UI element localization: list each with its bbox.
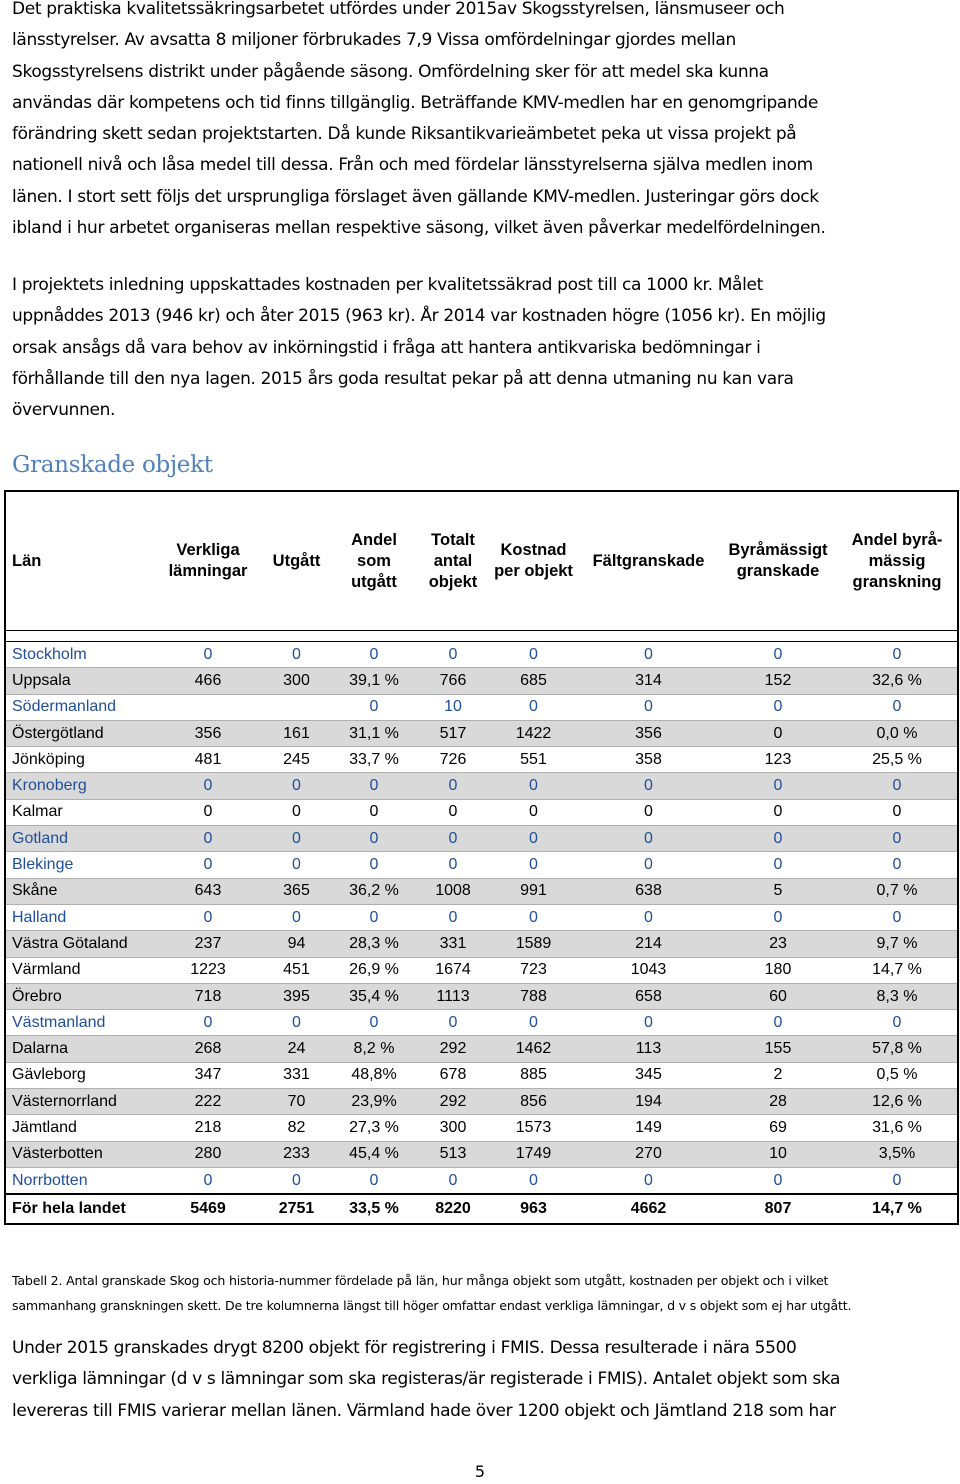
value-cell: 0 (154, 904, 262, 930)
value-cell: 0 (578, 694, 719, 720)
value-cell: 10 (417, 694, 489, 720)
value-cell: 0 (719, 826, 837, 852)
table-row (5, 1115, 958, 1141)
county-name-cell: Gävleborg (5, 1062, 154, 1088)
value-cell: 0 (719, 904, 837, 930)
table-caption: Tabell 2. Antal granskade Skog och historia-nummer fördelade på län, hur många objekt som utgått, kostnaden per objekt och i vilket sammanhang granskningen skett. De tre kolumnerna längst till höger omfattar endast verkliga lämningar, d v s objekt som ej har utgått. (12, 1273, 852, 1313)
value-cell: 218 (154, 1115, 262, 1141)
value-cell: 292 (417, 1089, 489, 1115)
value-cell: 723 (489, 957, 578, 983)
value-cell: 10 (719, 1141, 837, 1167)
value-cell: 25,5 % (837, 747, 958, 773)
column-header: Fältgranskade (578, 491, 719, 631)
value-cell: 0,0 % (837, 720, 958, 746)
spacer-cell (489, 631, 578, 642)
value-cell: 0 (489, 1010, 578, 1036)
section-heading: Granskade objekt (12, 452, 213, 478)
value-cell: 12,6 % (837, 1089, 958, 1115)
value-cell: 0 (489, 1167, 578, 1194)
value-cell: 356 (154, 720, 262, 746)
value-cell: 0 (719, 720, 837, 746)
value-cell: 94 (262, 931, 331, 957)
value-cell: 28,3 % (331, 931, 417, 957)
value-cell: 481 (154, 747, 262, 773)
value-cell: 0 (262, 1167, 331, 1194)
value-cell: 356 (578, 720, 719, 746)
value-cell: 9,7 % (837, 931, 958, 957)
value-cell: 766 (417, 668, 489, 694)
table-row (5, 1167, 958, 1194)
value-cell: 0 (489, 694, 578, 720)
table-row (5, 799, 958, 825)
value-cell: 69 (719, 1115, 837, 1141)
value-cell: 300 (262, 668, 331, 694)
value-cell: 300 (417, 1115, 489, 1141)
column-header: Utgått (262, 491, 331, 631)
value-cell: 0 (578, 799, 719, 825)
county-name-cell: Västerbotten (5, 1141, 154, 1167)
value-cell: 1674 (417, 957, 489, 983)
value-cell: 0 (417, 773, 489, 799)
value-cell: 60 (719, 983, 837, 1009)
value-cell: 0 (262, 799, 331, 825)
county-name-cell: Kronoberg (5, 773, 154, 799)
table-row (5, 904, 958, 930)
total-label-cell: För hela landet (5, 1194, 154, 1224)
county-name-cell: Västra Götaland (5, 931, 154, 957)
total-value-cell: 963 (489, 1194, 578, 1224)
value-cell: 222 (154, 1089, 262, 1115)
value-cell: 39,1 % (331, 668, 417, 694)
value-cell: 0 (331, 1010, 417, 1036)
value-cell: 194 (578, 1089, 719, 1115)
value-cell: 152 (719, 668, 837, 694)
total-value-cell: 5469 (154, 1194, 262, 1224)
summary-paragraph: Under 2015 granskades drygt 8200 objekt för registrering i FMIS. Dessa resulterade i nära 5500 verkliga lämningar (d v s lämningar som ska registeras/är registerade i FMIS). Antalet objekt som ska levereras till FMIS varierar mellan länen. Värmland hade över 1200 objekt och Jämtland 218 som har (12, 1338, 841, 1421)
header-spacer-row (5, 631, 958, 642)
value-cell: 27,3 % (331, 1115, 417, 1141)
county-name-cell: Västmanland (5, 1010, 154, 1036)
county-name-cell: Gotland (5, 826, 154, 852)
spacer-cell (262, 631, 331, 642)
value-cell: 788 (489, 983, 578, 1009)
value-cell: 0 (489, 852, 578, 878)
county-name-cell: Kalmar (5, 799, 154, 825)
value-cell: 233 (262, 1141, 331, 1167)
value-cell: 0 (331, 852, 417, 878)
table-row (5, 1141, 958, 1167)
value-cell: 638 (578, 878, 719, 904)
value-cell: 0 (578, 826, 719, 852)
spacer-cell (331, 631, 417, 642)
value-cell: 1462 (489, 1036, 578, 1062)
value-cell: 0 (417, 1010, 489, 1036)
cost-paragraph: I projektets inledning uppskattades kostnaden per kvalitetssäkrad post till ca 1000 kr. Målet uppnåddes 2013 (946 kr) och åter 2015 (963 kr). År 2014 var kostnaden högre (1056 kr). En möjlig orsak ansågs då vara behov av inkörningstid i fråga att hantera antikvariska bedömningar i förhållande till den nya lagen. 2015 års goda resultat pekar på att denna utmaning nu kan vara övervunnen. (12, 275, 826, 421)
value-cell: 0 (837, 773, 958, 799)
value-cell: 33,7 % (331, 747, 417, 773)
value-cell: 331 (262, 1062, 331, 1088)
value-cell: 0 (154, 852, 262, 878)
value-cell: 0 (154, 773, 262, 799)
total-value-cell: 807 (719, 1194, 837, 1224)
value-cell: 0 (331, 904, 417, 930)
column-header: Län (5, 491, 154, 631)
column-header: Totalt antal objekt (417, 491, 489, 631)
spacer-cell (154, 631, 262, 642)
value-cell: 0 (578, 1010, 719, 1036)
value-cell: 0 (837, 1167, 958, 1194)
value-cell: 2 (719, 1062, 837, 1088)
value-cell: 0 (417, 1167, 489, 1194)
value-cell: 280 (154, 1141, 262, 1167)
value-cell: 8,2 % (331, 1036, 417, 1062)
county-name-cell: Uppsala (5, 668, 154, 694)
table-body (5, 631, 958, 1225)
value-cell: 643 (154, 878, 262, 904)
value-cell: 0 (837, 799, 958, 825)
value-cell: 0 (578, 642, 719, 668)
value-cell: 23,9% (331, 1089, 417, 1115)
table-container (4, 490, 957, 1225)
value-cell: 0 (154, 1167, 262, 1194)
value-cell: 0 (331, 826, 417, 852)
table-row (5, 852, 958, 878)
table-row (5, 773, 958, 799)
value-cell: 0 (489, 826, 578, 852)
value-cell: 331 (417, 931, 489, 957)
county-name-cell: Värmland (5, 957, 154, 983)
table-row (5, 642, 958, 668)
value-cell: 0 (837, 642, 958, 668)
county-name-cell: Norrbotten (5, 1167, 154, 1194)
value-cell: 0 (154, 799, 262, 825)
column-header: Verkliga lämningar (154, 491, 262, 631)
value-cell: 451 (262, 957, 331, 983)
county-name-cell: Örebro (5, 983, 154, 1009)
spacer-cell (719, 631, 837, 642)
value-cell: 24 (262, 1036, 331, 1062)
value-cell: 0 (719, 642, 837, 668)
value-cell: 314 (578, 668, 719, 694)
value-cell: 123 (719, 747, 837, 773)
table-row (5, 747, 958, 773)
county-name-cell: Dalarna (5, 1036, 154, 1062)
county-name-cell: Jämtland (5, 1115, 154, 1141)
county-name-cell: Blekinge (5, 852, 154, 878)
value-cell: 0 (417, 852, 489, 878)
value-cell: 0 (578, 773, 719, 799)
column-header: Andel byrå-mässig granskning (837, 491, 958, 631)
column-header: Andel som utgått (331, 491, 417, 631)
value-cell: 23 (719, 931, 837, 957)
value-cell: 45,4 % (331, 1141, 417, 1167)
value-cell: 0 (154, 642, 262, 668)
value-cell: 513 (417, 1141, 489, 1167)
table-row (5, 983, 958, 1009)
value-cell: 0 (331, 799, 417, 825)
value-cell: 0 (578, 1167, 719, 1194)
value-cell: 551 (489, 747, 578, 773)
value-cell: 0 (719, 799, 837, 825)
value-cell: 237 (154, 931, 262, 957)
value-cell: 0 (578, 904, 719, 930)
value-cell: 991 (489, 878, 578, 904)
value-cell: 3,5% (837, 1141, 958, 1167)
value-cell: 1749 (489, 1141, 578, 1167)
value-cell: 0 (837, 852, 958, 878)
value-cell: 0 (719, 694, 837, 720)
value-cell: 678 (417, 1062, 489, 1088)
value-cell: 0 (837, 826, 958, 852)
value-cell: 0,5 % (837, 1062, 958, 1088)
value-cell: 856 (489, 1089, 578, 1115)
value-cell: 1589 (489, 931, 578, 957)
value-cell: 31,6 % (837, 1115, 958, 1141)
value-cell: 5 (719, 878, 837, 904)
value-cell: 685 (489, 668, 578, 694)
value-cell: 245 (262, 747, 331, 773)
value-cell: 292 (417, 1036, 489, 1062)
table-row (5, 694, 958, 720)
total-row (5, 1194, 958, 1224)
table-row (5, 668, 958, 694)
value-cell: 0 (262, 904, 331, 930)
value-cell: 0 (489, 904, 578, 930)
value-cell: 270 (578, 1141, 719, 1167)
value-cell: 14,7 % (837, 957, 958, 983)
total-value-cell: 8220 (417, 1194, 489, 1224)
value-cell: 26,9 % (331, 957, 417, 983)
value-cell: 161 (262, 720, 331, 746)
table-header-row (5, 491, 958, 631)
county-name-cell: Halland (5, 904, 154, 930)
value-cell: 885 (489, 1062, 578, 1088)
value-cell: 0 (331, 694, 417, 720)
value-cell: 0 (489, 642, 578, 668)
value-cell: 214 (578, 931, 719, 957)
value-cell: 1043 (578, 957, 719, 983)
value-cell: 365 (262, 878, 331, 904)
value-cell: 0 (262, 852, 331, 878)
value-cell (262, 694, 331, 720)
value-cell: 466 (154, 668, 262, 694)
value-cell: 155 (719, 1036, 837, 1062)
value-cell: 0 (331, 1167, 417, 1194)
table-row (5, 931, 958, 957)
county-name-cell: Stockholm (5, 642, 154, 668)
value-cell: 0 (837, 1010, 958, 1036)
value-cell: 0 (154, 826, 262, 852)
value-cell: 345 (578, 1062, 719, 1088)
value-cell: 0 (719, 852, 837, 878)
value-cell: 180 (719, 957, 837, 983)
page-number: 5 (474, 1462, 486, 1481)
value-cell (154, 694, 262, 720)
county-name-cell: Södermanland (5, 694, 154, 720)
spacer-cell (417, 631, 489, 642)
column-header: Kostnad per objekt (489, 491, 578, 631)
total-value-cell: 4662 (578, 1194, 719, 1224)
value-cell: 347 (154, 1062, 262, 1088)
value-cell: 358 (578, 747, 719, 773)
value-cell: 0 (262, 773, 331, 799)
table-row (5, 1010, 958, 1036)
value-cell: 1223 (154, 957, 262, 983)
intro-paragraph: Det praktiska kvalitetssäkringsarbetet utfördes under 2015av Skogsstyrelsen, länsmuseer och länsstyrelser. Av avsatta 8 miljoner förbrukades 7,9 Vissa omfördelningar gjordes mellan Skogsstyrelsens distrikt under pågående säsong. Omfördelning sker för att medel ska kunna användas där kompetens och tid finns tillgänglig. Beträffande KMV-medlen har en genomgripande förändring skett sedan projektstarten. Då kunde Riksantikvarieämbetet peka ut vissa projekt på nationell nivå och låsa medel till dessa. Från och med fördelar länsstyrelserna själva medlen inom länen. I stort sett följs det ursprungliga förslaget även gällande KMV-medlen. Justeringar görs dock ibland i hur arbetet organiseras mellan respektive säsong, vilket även påverkar medelfördelningen. (12, 0, 826, 239)
value-cell: 1113 (417, 983, 489, 1009)
granskade-objekt-table (4, 490, 959, 1225)
value-cell: 0 (578, 852, 719, 878)
value-cell: 0 (262, 1010, 331, 1036)
table-row (5, 826, 958, 852)
value-cell: 0 (719, 1167, 837, 1194)
table-row (5, 1062, 958, 1088)
value-cell: 0 (489, 799, 578, 825)
value-cell: 1008 (417, 878, 489, 904)
county-name-cell: Västernorrland (5, 1089, 154, 1115)
value-cell: 28 (719, 1089, 837, 1115)
value-cell: 1573 (489, 1115, 578, 1141)
table-row (5, 1036, 958, 1062)
value-cell: 48,8% (331, 1062, 417, 1088)
value-cell: 0 (331, 773, 417, 799)
value-cell: 0 (417, 799, 489, 825)
value-cell: 36,2 % (331, 878, 417, 904)
spacer-cell (837, 631, 958, 642)
county-name-cell: Skåne (5, 878, 154, 904)
total-value-cell: 14,7 % (837, 1194, 958, 1224)
column-header: Byråmässigt granskade (719, 491, 837, 631)
value-cell: 0 (417, 642, 489, 668)
value-cell: 718 (154, 983, 262, 1009)
value-cell: 0 (331, 642, 417, 668)
total-value-cell: 33,5 % (331, 1194, 417, 1224)
spacer-cell (578, 631, 719, 642)
value-cell: 8,3 % (837, 983, 958, 1009)
table-row (5, 957, 958, 983)
value-cell: 32,6 % (837, 668, 958, 694)
total-value-cell: 2751 (262, 1194, 331, 1224)
value-cell: 0 (837, 904, 958, 930)
spacer-cell (5, 631, 154, 642)
value-cell: 57,8 % (837, 1036, 958, 1062)
value-cell: 268 (154, 1036, 262, 1062)
value-cell: 0 (837, 694, 958, 720)
value-cell: 0 (262, 642, 331, 668)
value-cell: 0 (262, 826, 331, 852)
county-name-cell: Östergötland (5, 720, 154, 746)
value-cell: 0 (719, 773, 837, 799)
value-cell: 149 (578, 1115, 719, 1141)
value-cell: 726 (417, 747, 489, 773)
value-cell: 113 (578, 1036, 719, 1062)
value-cell: 395 (262, 983, 331, 1009)
value-cell: 658 (578, 983, 719, 1009)
table-row (5, 1089, 958, 1115)
value-cell: 0 (719, 1010, 837, 1036)
value-cell: 0 (489, 773, 578, 799)
value-cell: 0 (417, 904, 489, 930)
value-cell: 1422 (489, 720, 578, 746)
value-cell: 82 (262, 1115, 331, 1141)
value-cell: 70 (262, 1089, 331, 1115)
value-cell: 31,1 % (331, 720, 417, 746)
county-name-cell: Jönköping (5, 747, 154, 773)
value-cell: 35,4 % (331, 983, 417, 1009)
value-cell: 517 (417, 720, 489, 746)
value-cell: 0 (154, 1010, 262, 1036)
value-cell: 0 (417, 826, 489, 852)
value-cell: 0,7 % (837, 878, 958, 904)
table-row (5, 878, 958, 904)
table-row (5, 720, 958, 746)
